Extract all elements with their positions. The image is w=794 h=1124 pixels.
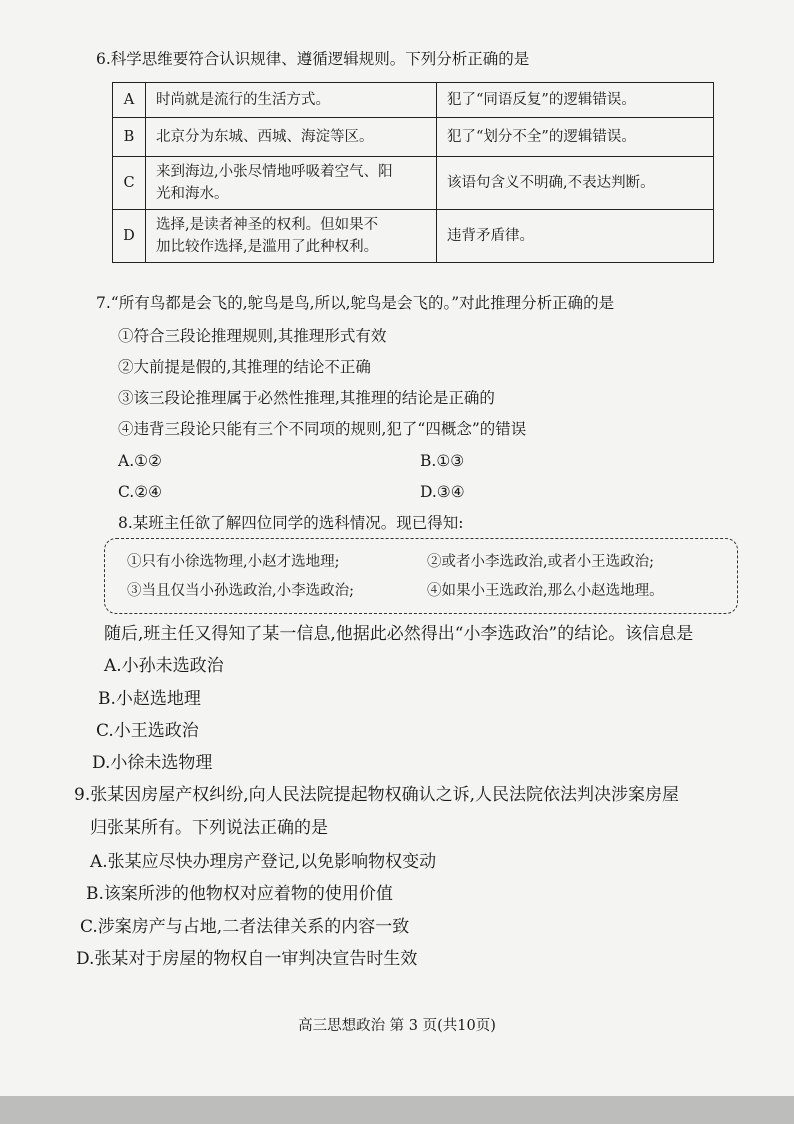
q9-option-c: C.涉案房产与占地,二者法律关系的内容一致 [80, 917, 410, 937]
q6-row-statement: 时尚就是流行的生活方式。 [146, 83, 437, 118]
q9-option-a: A.张某应尽快办理房产登记,以免影响物权变动 [90, 852, 437, 872]
q8-condition: ③当且仅当小孙选政治,小李选政治; [127, 583, 354, 599]
q7-item: ①符合三段论推理规则,其推理形式有效 [118, 327, 387, 345]
q6-row-analysis: 该语句含义不明确,不表达判断。 [437, 157, 714, 210]
q6-row-letter: D [113, 210, 146, 263]
q6-row-analysis: 犯了“同语反复”的逻辑错误。 [437, 83, 714, 118]
q8-stem: 8.某班主任欲了解四位同学的选科情况。现已得知: [118, 514, 464, 532]
table-row [113, 210, 714, 263]
q7-option-d: D.③④ [420, 483, 465, 501]
q6-row-analysis: 犯了“划分不全”的逻辑错误。 [437, 118, 714, 157]
table-row [113, 118, 714, 157]
q6-row-statement-line: 来到海边,小张尽情地呼吸着空气、阳 [156, 164, 393, 180]
q9-option-b: B.该案所涉的他物权对应着物的使用价值 [86, 884, 393, 904]
q7-item: ②大前提是假的,其推理的结论不正确 [118, 358, 371, 376]
q9-stem-continued: 归张某所有。下列说法正确的是 [90, 818, 328, 838]
q7-item: ③该三段论推理属于必然性推理,其推理的结论是正确的 [118, 389, 495, 407]
q6-row-letter: C [113, 157, 146, 210]
q7-option-a: A.①② [118, 452, 162, 470]
q8-option-b: B.小赵选地理 [98, 689, 201, 709]
q6-row-letter: A [113, 83, 146, 118]
q8-followup: 随后,班主任又得知了某一信息,他据此必然得出“小李选政治”的结论。该信息是 [104, 624, 694, 644]
q8-option-c: C.小王选政治 [96, 721, 199, 741]
table-row [113, 83, 714, 118]
q6-row-statement [146, 157, 437, 210]
q6-row-letter: B [113, 118, 146, 157]
q8-condition: ①只有小徐选物理,小赵才选地理; [127, 554, 340, 570]
q6-row-statement-line: 光和海水。 [156, 186, 229, 202]
q9-option-d: D.张某对于房屋的物权自一审判决宣告时生效 [76, 949, 418, 969]
q6-row-statement-line: 选择,是读者神圣的权利。但如果不 [156, 217, 379, 233]
page-footer: 高三思想政治 第 3 页(共10页) [298, 1018, 496, 1034]
q6-table [112, 82, 714, 263]
q9-stem: 9.张某因房屋产权纠纷,向人民法院提起物权确认之诉,人民法院依法判决涉案房屋 [74, 785, 680, 805]
q8-option-a: A.小孙未选政治 [104, 656, 224, 676]
q8-option-d: D.小徐未选物理 [92, 753, 213, 773]
q8-conditions-box [104, 538, 738, 614]
scan-edge [0, 1096, 794, 1124]
table-row [113, 157, 714, 210]
q6-row-statement-line: 加比较作选择,是滥用了此种权利。 [156, 239, 379, 255]
q6-row-analysis: 违背矛盾律。 [437, 210, 714, 263]
q7-option-b: B.①③ [420, 452, 465, 470]
q6-stem: 6.科学思维要符合认识规律、遵循逻辑规则。下列分析正确的是 [96, 50, 530, 68]
q6-row-statement: 北京分为东城、西城、海淀等区。 [146, 118, 437, 157]
q8-condition: ②或者小李选政治,或者小王选政治; [427, 554, 654, 570]
q6-row-statement [146, 210, 437, 263]
q7-option-c: C.②④ [118, 483, 163, 501]
q8-condition: ④如果小王选政治,那么小赵选地理。 [427, 583, 664, 599]
q7-item: ④违背三段论只能有三个不同项的规则,犯了“四概念”的错误 [118, 420, 527, 438]
q7-stem: 7.“所有鸟都是会飞的,鸵鸟是鸟,所以,鸵鸟是会飞的。”对此推理分析正确的是 [96, 294, 615, 312]
